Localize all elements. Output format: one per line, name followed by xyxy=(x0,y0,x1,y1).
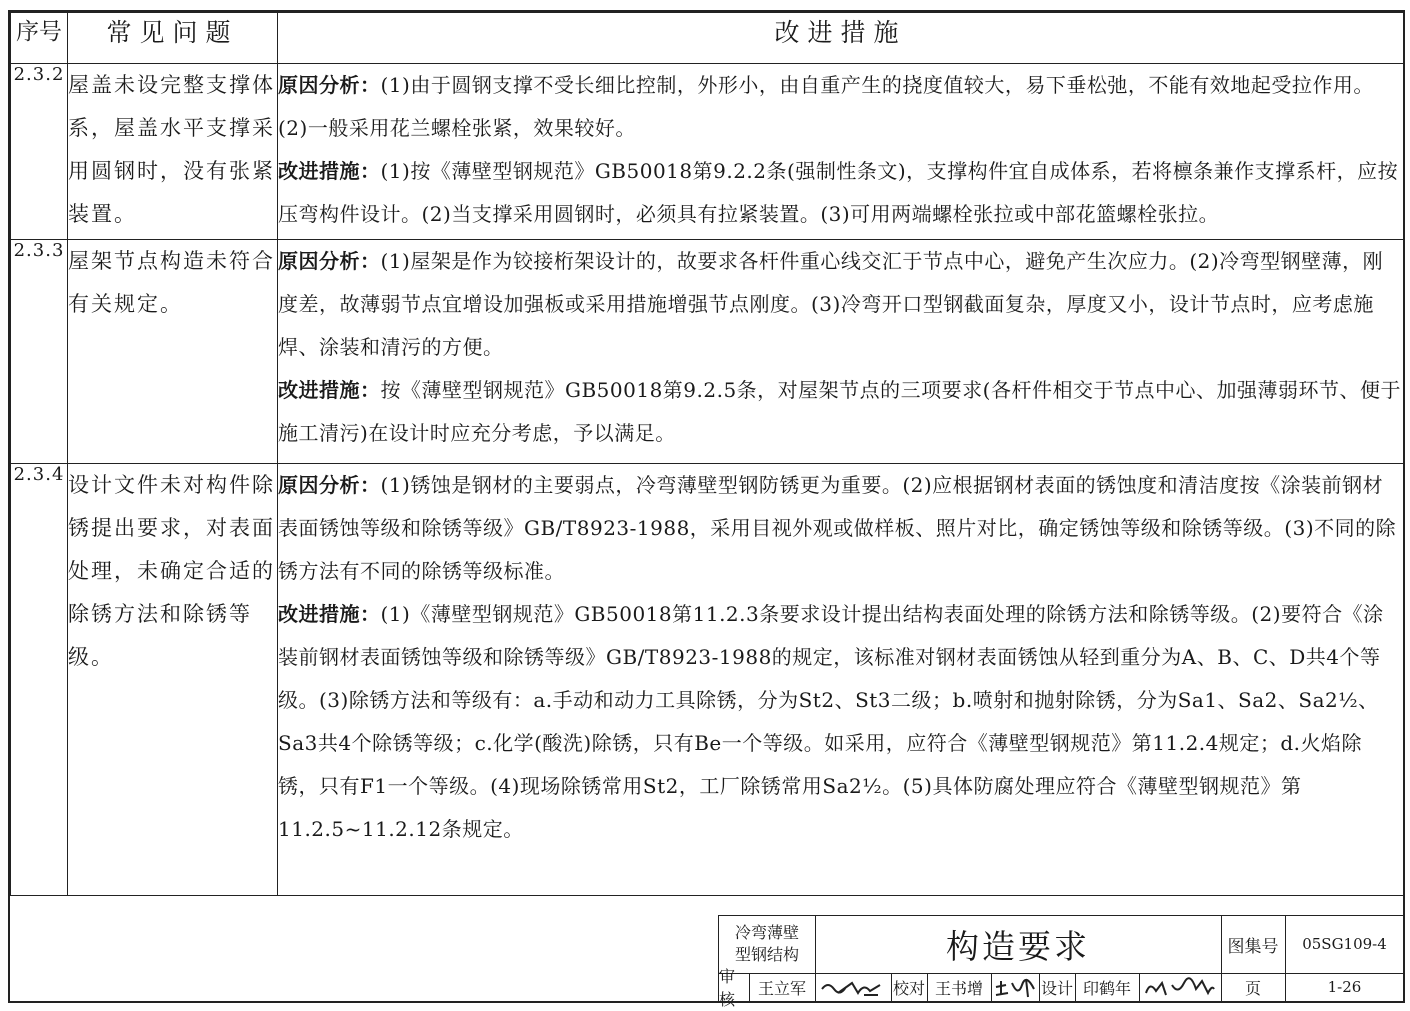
table-row xyxy=(11,64,1404,240)
header-fix: 改进措施 xyxy=(278,13,1404,64)
designer-name: 印鹤年 xyxy=(1082,978,1131,998)
fix-text: (1)按《薄壁型钢规范》GB50018第9.2.2条(强制性条文)，支撑构件宜自成体系，若将檩条兼作支撑系杆，应按压弯构件设计。(2)当支撑采用圆钢时，必须具有拉紧装置。(3)可用两端螺栓张拉或中部花篮螺栓张拉。 xyxy=(278,159,1399,226)
table-row xyxy=(11,240,1404,464)
cause-label: 原因分析： xyxy=(278,249,381,273)
row-measures xyxy=(278,240,1404,464)
design-label: 设计 xyxy=(1040,978,1073,998)
designer-signature xyxy=(1139,973,1221,1001)
category-line-1: 冷弯薄壁 xyxy=(734,923,799,942)
row-issue: 屋架节点构造未符合有关规定。 xyxy=(68,240,278,464)
header-no: 序号 xyxy=(11,13,68,64)
review-label: 审核 xyxy=(719,967,736,1009)
title-block xyxy=(718,915,1404,1009)
row-number: 2.3.4 xyxy=(11,464,68,896)
issues-table xyxy=(10,12,1404,896)
atlas-label: 图集号 xyxy=(1227,936,1279,957)
fix-label: 改进措施： xyxy=(278,159,381,183)
cause-label: 原因分析： xyxy=(278,73,381,97)
cause-label: 原因分析： xyxy=(278,473,381,497)
cause-text: (1)屋架是作为铰接桁架设计的，故要求各杆件重心线交汇于节点中心，避免产生次应力。(2)冷弯型钢壁薄，刚度差，故薄弱节点宜增设加强板或采用措施增强节点刚度。(3)冷弯开口型钢截面复杂，厚度又小，设计节点时，应考虑施焊、涂装和清污的方便。 xyxy=(278,249,1384,359)
reviewer-name: 王立军 xyxy=(757,978,806,998)
fix-label: 改进措施： xyxy=(278,378,381,402)
page-label: 页 xyxy=(1244,978,1261,998)
checker-signature xyxy=(991,973,1039,1001)
row-issue: 设计文件未对构件除锈提出要求，对表面处理，未确定合适的除锈方法和除锈等级。 xyxy=(68,464,278,896)
row-number: 2.3.3 xyxy=(11,240,68,464)
fix-label: 改进措施： xyxy=(278,602,381,626)
cause-text: (1)锈蚀是钢材的主要弱点，冷弯薄壁型钢防锈更为重要。(2)应根据钢材表面的锈蚀度和清洁度按《涂装前钢材表面锈蚀等级和除锈等级》GB/T8923-1988，采用目视外观或做样板、照片对比，确定锈蚀等级和除锈等级。(3)不同的除锈方法有不同的除锈等级标准。 xyxy=(278,473,1397,583)
atlas-number: 05SG109-4 xyxy=(1302,935,1387,953)
page-number: 1-26 xyxy=(1327,978,1362,996)
cause-text: (1)由于圆钢支撑不受长细比控制，外形小，由自重产生的挠度值较大，易下垂松弛，不能有效地起受拉作用。(2)一般采用花兰螺栓张紧，效果较好。 xyxy=(278,73,1374,140)
fix-text: (1)《薄壁型钢规范》GB50018第11.2.3条要求设计提出结构表面处理的除锈方法和除锈等级。(2)要符合《涂装前钢材表面锈蚀等级和除锈等级》GB/T8923-1988的规定，该标准对钢材表面锈蚀从轻到重分为A、B、C、D共4个等级。(3)除锈方法和等级有：a.手动和动力工具除锈，分为St2、St3二级；b.喷射和抛射除锈，分为Sa1、Sa2、Sa2½、Sa3共4个除锈等级；c.化学(酸洗)除锈，只有Be一个等级。如采用，应符合《薄壁型钢规范》第11.2.4规定；d.火焰除锈，只有F1一个等级。(4)现场除锈常用St2，工厂除锈常用Sa2½。(5)具体防腐处理应符合《薄壁型钢规范》第11.2.5~11.2.12条规定。 xyxy=(278,602,1384,841)
sheet-title: 构造要求 xyxy=(946,926,1090,966)
row-measures xyxy=(278,64,1404,240)
row-issue: 屋盖未设完整支撑体系，屋盖水平支撑采用圆钢时，没有张紧装置。 xyxy=(68,64,278,240)
fix-text: 按《薄壁型钢规范》GB50018第9.2.5条，对屋架节点的三项要求(各杆件相交于节点中心、加强薄弱环节、便于施工清污)在设计时应充分考虑，予以满足。 xyxy=(278,378,1401,445)
check-label: 校对 xyxy=(892,978,925,998)
header-issue: 常见问题 xyxy=(68,13,278,64)
reviewer-signature xyxy=(815,973,891,1001)
checker-name: 王书增 xyxy=(934,978,983,998)
table-row xyxy=(11,464,1404,896)
category-line-2: 型钢结构 xyxy=(734,945,799,964)
row-number: 2.3.2 xyxy=(11,64,68,240)
table-header-row xyxy=(11,13,1404,64)
drawing-sheet xyxy=(8,10,1405,1009)
row-measures xyxy=(278,464,1404,896)
